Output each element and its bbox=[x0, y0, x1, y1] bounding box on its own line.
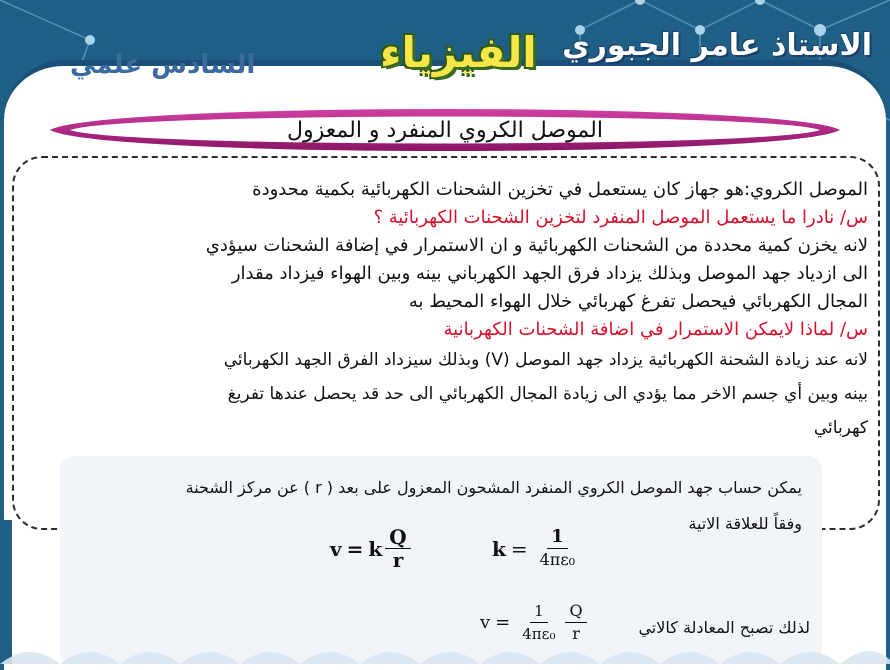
potential-equation bbox=[330, 526, 414, 571]
eq-final-numerator-1: 1 bbox=[530, 600, 548, 623]
eq-v-lhs: v bbox=[330, 536, 342, 561]
eq-v-numerator: Q bbox=[385, 526, 410, 549]
answer-1-line-1: لانه يخزن كمية محددة من الشحنات الكهربائية و ان الاستمرار في إضافة الشحنات سيؤدي bbox=[205, 235, 868, 256]
eq-final-fraction-1 bbox=[518, 600, 559, 645]
eq-final-equals: = bbox=[495, 612, 511, 633]
answer-2-line-2: بينه وبين أي جسم الاخر مما يؤدي الى زيادة المجال الكهربائي الى حد قد يحصل عندها تفريغ bbox=[227, 384, 868, 404]
k-constant-equation bbox=[492, 526, 582, 571]
lesson-title: الموصل الكروي المنفرد و المعزول bbox=[287, 117, 603, 143]
eq-k-denominator: 4πε₀ bbox=[539, 550, 576, 569]
eq-k-numerator: 1 bbox=[547, 526, 568, 549]
eq-final-numerator-2: Q bbox=[565, 600, 586, 623]
question-2: س/ لماذا لايمكن الاستمرار في اضافة الشحنات الكهربانية bbox=[443, 319, 868, 340]
question-1: س/ نادرا ما يستعمل الموصل المنفرد لتخزين الشحنات الكهربائية ؟ bbox=[373, 207, 868, 228]
formula-box bbox=[60, 456, 822, 664]
eq-k-lhs: k bbox=[492, 536, 506, 561]
eq-final-fraction-2 bbox=[565, 600, 586, 645]
formula-intro-line-3: لذلك تصبح المعادلة كالاتي bbox=[638, 618, 810, 637]
formula-intro-line-1: يمكن حساب جهد الموصل الكروي المنفرد المشحون المعزول على بعد ( r ) عن مركز الشحنة bbox=[185, 478, 802, 497]
answer-1-line-2: الى ازدياد جهد الموصل وبذلك يزداد فرق الجهد الكهرباني بينه وبين الهواء فيزداد مقدار bbox=[231, 263, 868, 284]
eq-v-fraction bbox=[385, 526, 410, 571]
grade-label: السادس علمي bbox=[70, 50, 256, 80]
bottom-wave-decoration bbox=[0, 640, 890, 664]
formula-intro-line-2: وفقاً للعلاقة الاتية bbox=[688, 514, 802, 533]
answer-2-line-1: لانه عند زيادة الشحنة الكهربائية يزداد جهد الموصل (V) وبذلك سيزداد الفرق الجهد الكهربائي bbox=[223, 350, 868, 370]
answer-2-section bbox=[32, 346, 868, 443]
eq-v-k: k bbox=[368, 536, 383, 561]
answer-1-line-3: المجال الكهربائي فيحصل تفرغ كهربائي خلال الهواء المحيط به bbox=[408, 291, 868, 312]
eq-k-equals: = bbox=[510, 536, 528, 561]
definition-section bbox=[32, 176, 868, 344]
eq-v-denominator: r bbox=[392, 548, 404, 572]
definition-line: الموصل الكروي:هو جهاز كان يستعمل في تخزين الشحنات الكهربائية بكمية محدودة bbox=[252, 179, 868, 200]
eq-v-equals: = bbox=[346, 536, 364, 561]
eq-final-denominator-1: 4πε₀ bbox=[522, 625, 556, 643]
eq-final-lhs: v bbox=[480, 612, 491, 633]
eq-final-denominator-2: r bbox=[572, 624, 580, 643]
teacher-name: الاستاذ عامر الجبوري bbox=[562, 28, 872, 63]
eq-k-fraction bbox=[536, 526, 579, 571]
final-equation bbox=[480, 600, 590, 645]
answer-2-line-3: كهربائي bbox=[813, 418, 868, 438]
subject-title: الفيزياء bbox=[380, 28, 537, 77]
